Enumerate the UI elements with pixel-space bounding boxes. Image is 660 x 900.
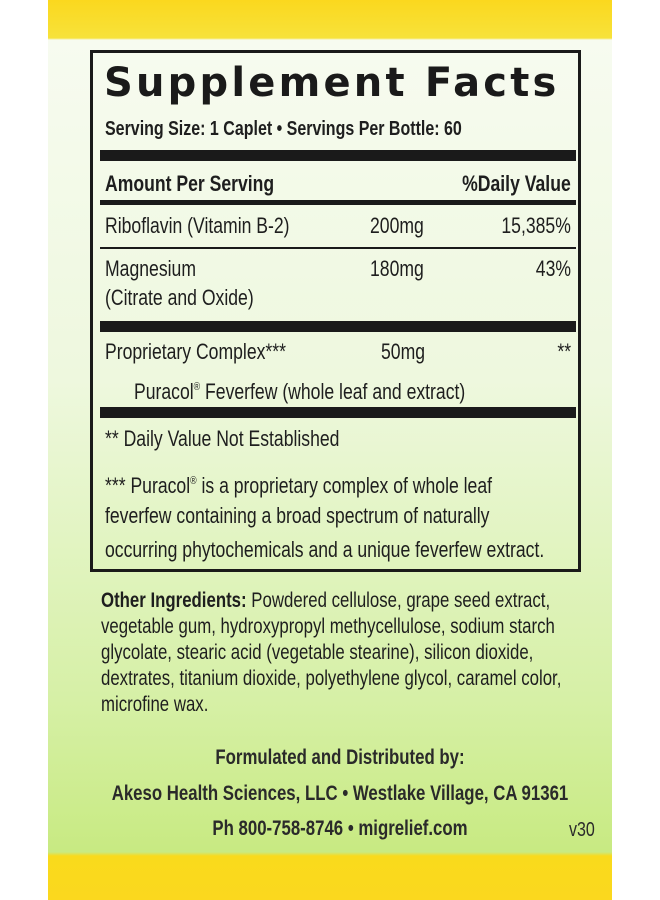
nutrient-daily-value: 43% xyxy=(535,256,571,281)
brand-name: Puracol xyxy=(134,379,194,404)
row-divider xyxy=(100,247,576,249)
amount-per-serving-header: Amount Per Serving xyxy=(105,171,275,196)
version-code: v30 xyxy=(569,819,595,841)
registered-mark: ® xyxy=(193,381,201,393)
complex-name: Proprietary Complex*** xyxy=(105,339,286,364)
distributor-heading: Formulated and Distributed by: xyxy=(215,746,465,769)
complex-ingredient xyxy=(134,374,465,405)
distributor-address: Akeso Health Sciences, LLC • Westlake Village, CA 91361 xyxy=(111,782,569,805)
panel-title: Supplement Facts xyxy=(104,60,560,106)
puracol-note-line: feverfew containing a broad spectrum of naturally xyxy=(105,503,490,528)
puracol-note-line: occurring phytochemicals and a unique feverfew extract. xyxy=(105,537,545,562)
nutrient-name: Riboflavin (Vitamin B-2) xyxy=(105,213,290,238)
serving-info: Serving Size: 1 Caplet • Servings Per Bottle: 60 xyxy=(105,118,462,140)
nutrient-amount: 200mg xyxy=(370,213,424,238)
daily-value-note: ** Daily Value Not Established xyxy=(105,426,340,451)
other-ingredients-text: Powdered cellulose, grape seed extract, vegetable gum, hydroxypropyl methycellulose, sodium starch glycolate, stearic acid (vegetable stearine), silicon dioxide, dextrates, titanium dioxide, polyethylene glycol, caramel color, microfine wax. xyxy=(101,589,562,716)
puracol-note-line: *** Puracol® is a proprietary complex of whole leaf xyxy=(105,473,493,498)
complex-amount: 50mg xyxy=(381,339,426,364)
thick-divider xyxy=(100,150,576,161)
registered-mark: ® xyxy=(190,475,197,487)
thick-divider xyxy=(100,321,576,332)
ingredient-description: Feverfew (whole leaf and extract) xyxy=(200,379,466,404)
nutrient-name-detail: (Citrate and Oxide) xyxy=(105,285,254,310)
daily-value-header: %Daily Value xyxy=(462,171,571,196)
nutrient-daily-value: 15,385% xyxy=(501,213,571,238)
other-ingredients xyxy=(101,588,573,718)
contact-line: Ph 800-758-8746 • migrelief.com xyxy=(212,817,468,840)
nutrient-name: Magnesium xyxy=(105,256,196,281)
other-ingredients-label: Other Ingredients: xyxy=(101,589,247,612)
thick-divider xyxy=(100,407,576,418)
nutrient-amount: 180mg xyxy=(370,256,424,281)
header-divider xyxy=(100,200,576,205)
complex-daily-value: ** xyxy=(557,339,571,364)
